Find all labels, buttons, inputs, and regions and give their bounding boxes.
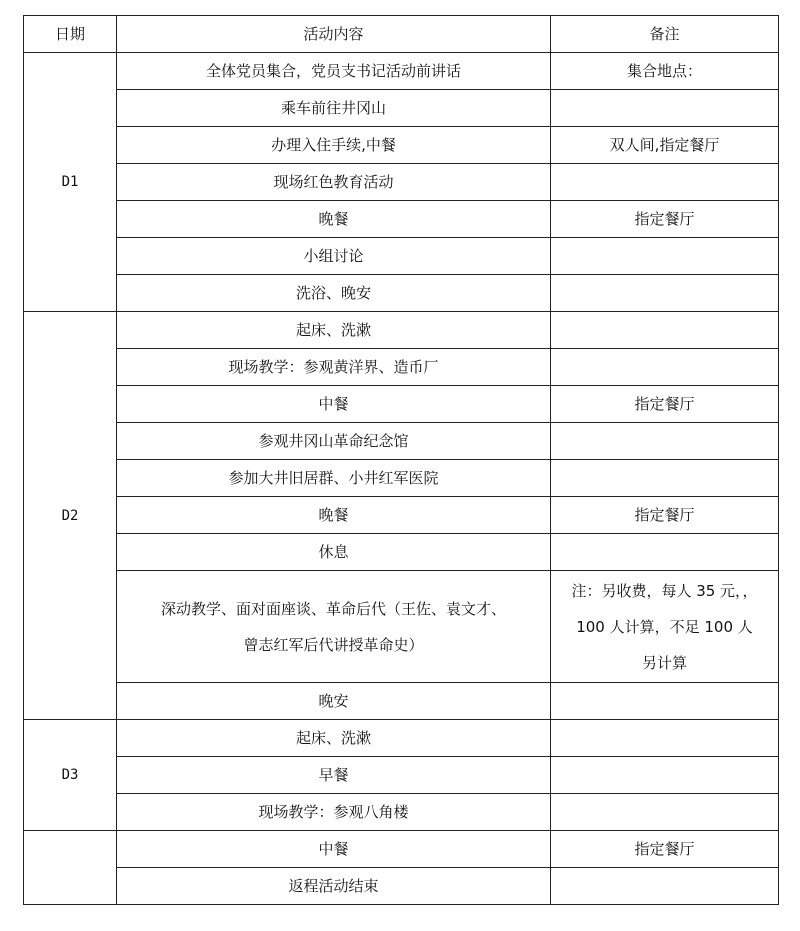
activity-cell: 早餐	[117, 757, 551, 794]
note-line: 另计算	[641, 653, 687, 672]
note-cell	[551, 683, 779, 720]
note-cell	[551, 349, 779, 386]
table-row	[24, 386, 779, 423]
activity-cell: 乘车前往井冈山	[117, 90, 551, 127]
activity-cell: 起床、洗漱	[117, 312, 551, 349]
day-cell-d2: D2	[24, 312, 117, 720]
note-line: 注：另收费，每人 35 元，，	[571, 581, 758, 600]
table-row	[24, 794, 779, 831]
table-row	[24, 720, 779, 757]
activity-cell: 全体党员集合，党员支书记活动前讲话	[117, 53, 551, 90]
note-cell	[551, 90, 779, 127]
activity-cell: 办理入住手续,中餐	[117, 127, 551, 164]
table-row	[24, 868, 779, 905]
activity-cell: 洗浴、晚安	[117, 275, 551, 312]
activity-cell: 休息	[117, 534, 551, 571]
note-cell	[551, 868, 779, 905]
note-cell: 双人间,指定餐厅	[551, 127, 779, 164]
day-cell-blank	[24, 831, 117, 905]
note-cell: 指定餐厅	[551, 831, 779, 868]
activity-cell: 晚安	[117, 683, 551, 720]
note-cell	[551, 164, 779, 201]
activity-cell: 晚餐	[117, 201, 551, 238]
table-row	[24, 275, 779, 312]
table-row	[24, 534, 779, 571]
note-line: 100 人计算，不足 100 人	[576, 617, 753, 636]
day-label-d3: D3	[61, 767, 79, 783]
note-cell: 集合地点：	[551, 53, 779, 90]
note-cell: 指定餐厅	[551, 201, 779, 238]
activity-cell: 参观井冈山革命纪念馆	[117, 423, 551, 460]
table-row	[24, 460, 779, 497]
activity-cell: 现场教学：参观黄洋界、造币厂	[117, 349, 551, 386]
note-cell: 指定餐厅	[551, 497, 779, 534]
table-row	[24, 349, 779, 386]
activity-cell: 现场教学：参观八角楼	[117, 794, 551, 831]
note-cell	[551, 460, 779, 497]
note-cell	[551, 275, 779, 312]
activity-cell: 参加大井旧居群、小井红军医院	[117, 460, 551, 497]
table-row	[24, 757, 779, 794]
schedule-table	[23, 15, 779, 905]
activity-line: 曾志红军后代讲授革命史）	[243, 635, 424, 654]
day-cell-d1: D1	[24, 53, 117, 312]
header-content: 活动内容	[117, 16, 551, 53]
day-cell-d3	[24, 720, 117, 831]
note-cell	[551, 534, 779, 571]
activity-cell-multiline	[117, 571, 551, 683]
activity-cell: 中餐	[117, 831, 551, 868]
note-cell	[551, 312, 779, 349]
header-note: 备注	[551, 16, 779, 53]
activity-cell: 起床、洗漱	[117, 720, 551, 757]
note-cell-multiline	[551, 571, 779, 683]
table-row	[24, 312, 779, 349]
note-cell	[551, 720, 779, 757]
table-row-long	[24, 571, 779, 683]
table-row	[24, 90, 779, 127]
note-cell	[551, 794, 779, 831]
header-row	[24, 16, 779, 53]
activity-line: 深动教学、面对面座谈、革命后代（王佐、袁文才、	[160, 599, 506, 618]
activity-cell: 中餐	[117, 386, 551, 423]
table-row	[24, 831, 779, 868]
table-row	[24, 127, 779, 164]
activity-cell: 返程活动结束	[117, 868, 551, 905]
activity-cell: 小组讨论	[117, 238, 551, 275]
table-row	[24, 238, 779, 275]
table-row	[24, 201, 779, 238]
header-date: 日期	[24, 16, 117, 53]
activity-cell: 现场红色教育活动	[117, 164, 551, 201]
table-row	[24, 53, 779, 90]
table-row	[24, 497, 779, 534]
table-row	[24, 423, 779, 460]
note-cell: 指定餐厅	[551, 386, 779, 423]
note-cell	[551, 423, 779, 460]
activity-cell: 晚餐	[117, 497, 551, 534]
table-row	[24, 683, 779, 720]
note-cell	[551, 757, 779, 794]
table-row	[24, 164, 779, 201]
note-cell	[551, 238, 779, 275]
